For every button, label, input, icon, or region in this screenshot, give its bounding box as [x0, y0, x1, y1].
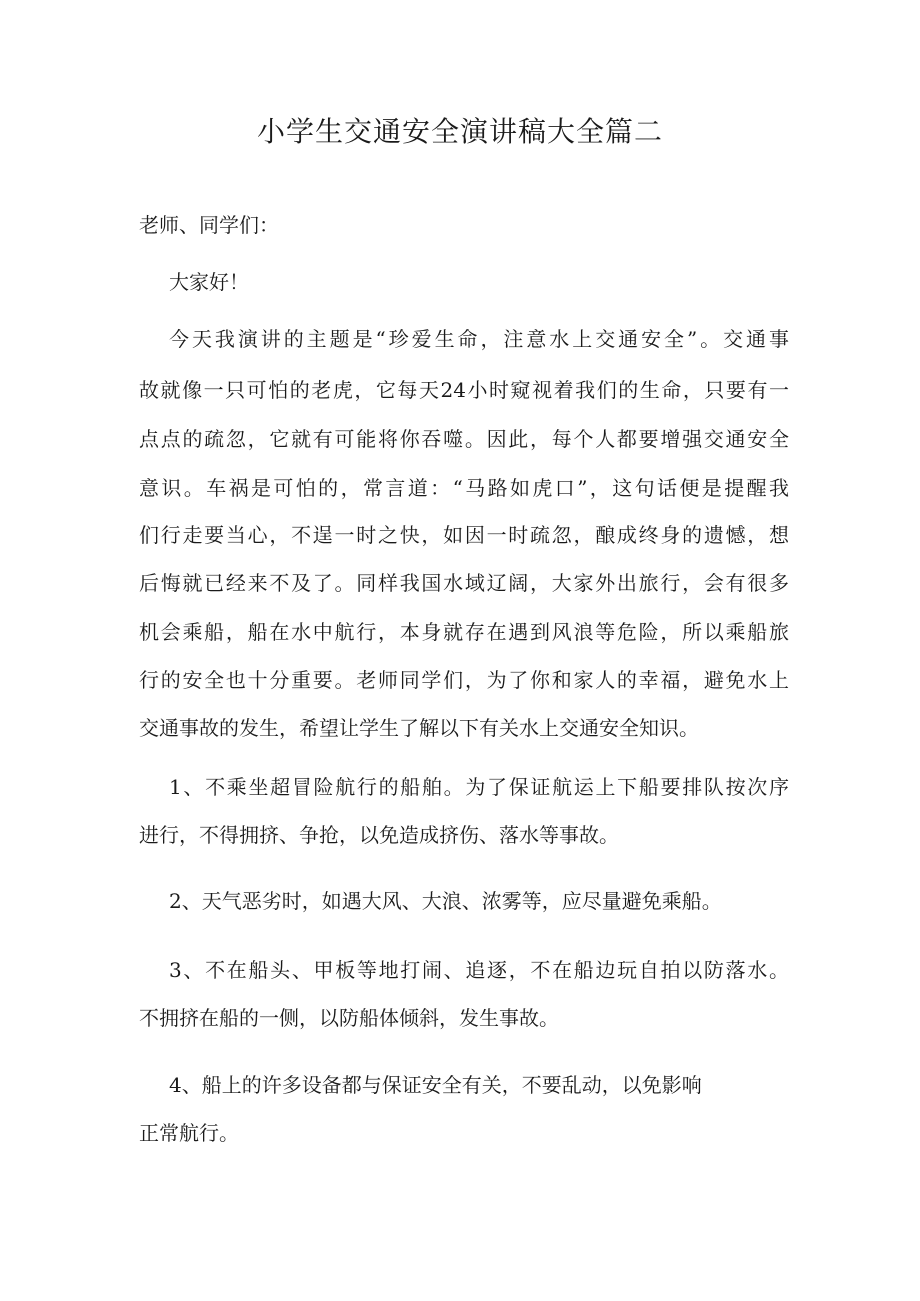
paragraph-main-line: 故就像一只可怕的老虎，它每天24小时窥视着我们的生命，只要有一: [139, 378, 789, 402]
document-title: 小学生交通安全演讲稿大全篇二: [256, 115, 663, 148]
item-1-line: 1、不乘坐超冒险航行的船舶。为了保证航运上下船要排队按次序: [169, 775, 789, 799]
item-1-line: 进行，不得拥挤、争抢，以免造成挤伤、落水等事故。: [139, 823, 619, 847]
paragraph-main-line: 后悔就已经来不及了。同样我国水域辽阔，大家外出旅行，会有很多: [139, 571, 789, 595]
opening-line: 大家好！: [169, 270, 249, 294]
item-4-line: 正常航行。: [139, 1121, 239, 1145]
paragraph-main-line: 点点的疏忽，它就有可能将你吞噬。因此，每个人都要增强交通安全: [139, 427, 789, 451]
item-4-line: 4、船上的许多设备都与保证安全有关，不要乱动，以免影响: [169, 1073, 702, 1097]
item-2-line: 2、天气恶劣时，如遇大风、大浪、浓雾等，应尽量避免乘船。: [169, 889, 722, 913]
item-3-line: 不拥挤在船的一侧，以防船体倾斜，发生事故。: [139, 1006, 559, 1030]
paragraph-main-line: 行的安全也十分重要。老师同学们，为了你和家人的幸福，避免水上: [139, 668, 789, 692]
paragraph-main-line: 交通事故的发生，希望让学生了解以下有关水上交通安全知识。: [139, 716, 699, 740]
paragraph-main-line: 机会乘船，船在水中航行，本身就存在遇到风浪等危险，所以乘船旅: [139, 620, 789, 644]
greeting: 老师、同学们：: [139, 213, 279, 237]
paragraph-main-line: 们行走要当心，不逞一时之快，如因一时疏忽，酿成终身的遗憾，想: [139, 523, 789, 547]
item-3-line: 3、不在船头、甲板等地打闹、追逐，不在船边玩自拍以防落水。: [169, 958, 789, 982]
paragraph-main-line: 意识。车祸是可怕的，常言道：“马路如虎口”，这句话便是提醒我: [139, 476, 789, 500]
paragraph-main-line: 今天我演讲的主题是“珍爱生命，注意水上交通安全”。交通事: [169, 327, 789, 351]
